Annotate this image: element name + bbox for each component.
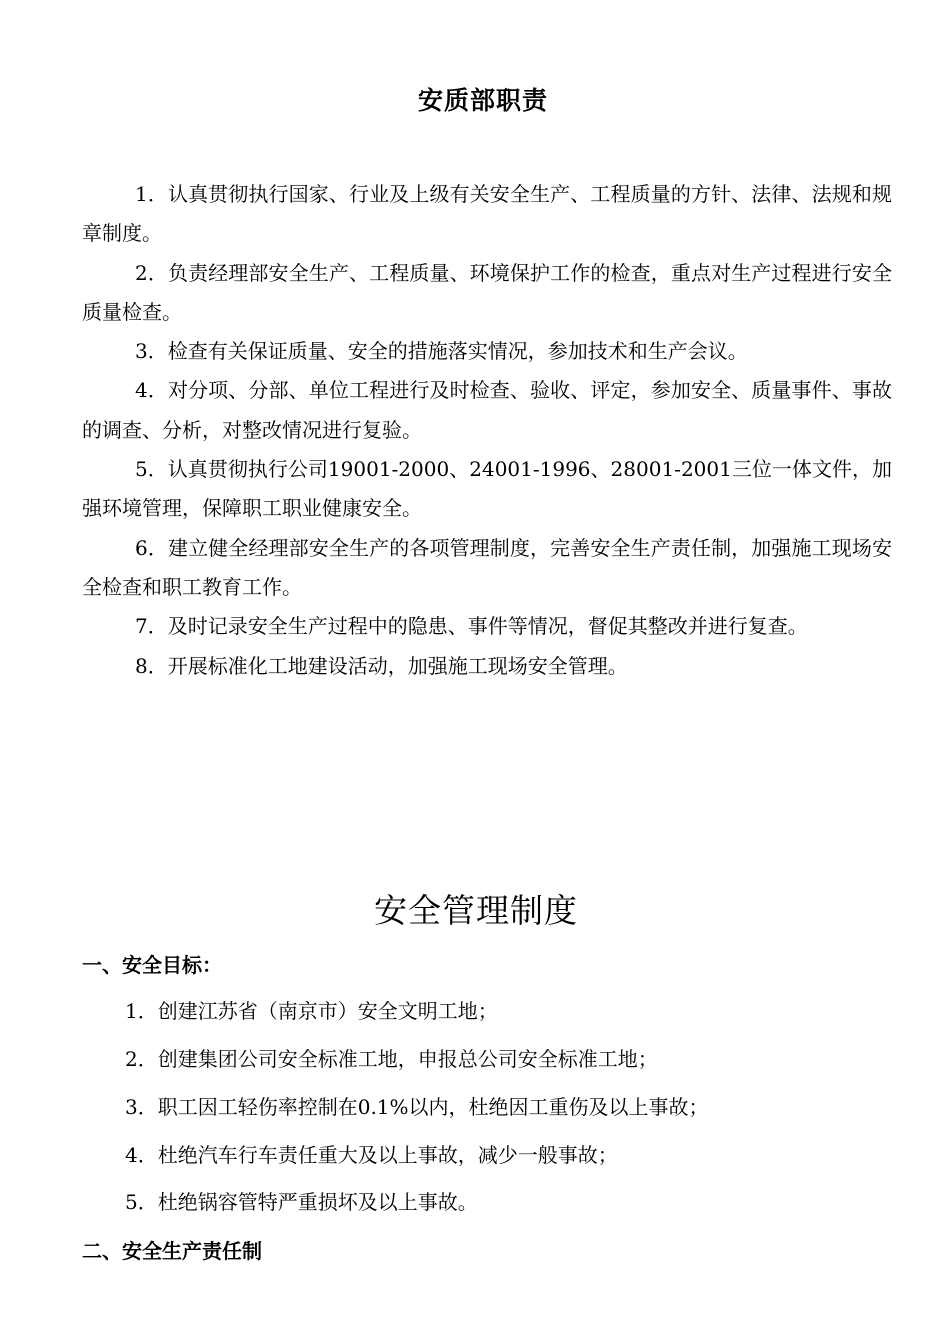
duties-title: 安质部职责	[417, 86, 548, 115]
duties-list	[82, 175, 892, 686]
section-heading-responsibility: 二、安全生产责任制	[82, 1239, 262, 1263]
goal-item-3: 3．职工因工轻伤率控制在0.1%以内，杜绝因工重伤及以上事故；	[125, 1095, 709, 1119]
duty-item-4: 4．对分项、分部、单位工程进行及时检查、验收、评定，参加安全、质量事件、事故的调查、分析，对整改情况进行复验。	[82, 378, 892, 442]
duty-item-6: 6．建立健全经理部安全生产的各项管理制度，完善安全生产责任制，加强施工现场安全检查和职工教育工作。	[82, 535, 892, 599]
duty-item-8: 8．开展标准化工地建设活动，加强施工现场安全管理。	[135, 653, 628, 678]
goal-item-4: 4．杜绝汽车行车责任重大及以上事故，减少一般事故；	[125, 1143, 618, 1167]
goal-item-2: 2．创建集团公司安全标准工地，申报总公司安全标准工地；	[125, 1047, 658, 1071]
duty-item-7: 7．及时记录安全生产过程中的隐患、事件等情况，督促其整改并进行复查。	[135, 614, 808, 639]
duty-item-3: 3．检查有关保证质量、安全的措施落实情况，参加技术和生产会议。	[135, 339, 748, 364]
duty-item-1: 1．认真贯彻执行国家、行业及上级有关安全生产、工程质量的方针、法律、法规和规章制度。	[82, 182, 892, 246]
goal-item-5: 5．杜绝锅容管特严重损坏及以上事故。	[125, 1190, 478, 1214]
safety-system-title: 安全管理制度	[374, 891, 578, 930]
duty-item-5: 5．认真贯彻执行公司19001-2000、24001-1996、28001-2001三位一体文件，加强环境管理，保障职工职业健康安全。	[82, 457, 892, 521]
duty-item-2: 2．负责经理部安全生产、工程质量、环境保护工作的检查，重点对生产过程进行安全质量检查。	[82, 260, 892, 324]
goal-item-1: 1．创建江苏省（南京市）安全文明工地；	[125, 999, 498, 1023]
section-heading-safety-goals: 一、安全目标：	[82, 953, 222, 977]
